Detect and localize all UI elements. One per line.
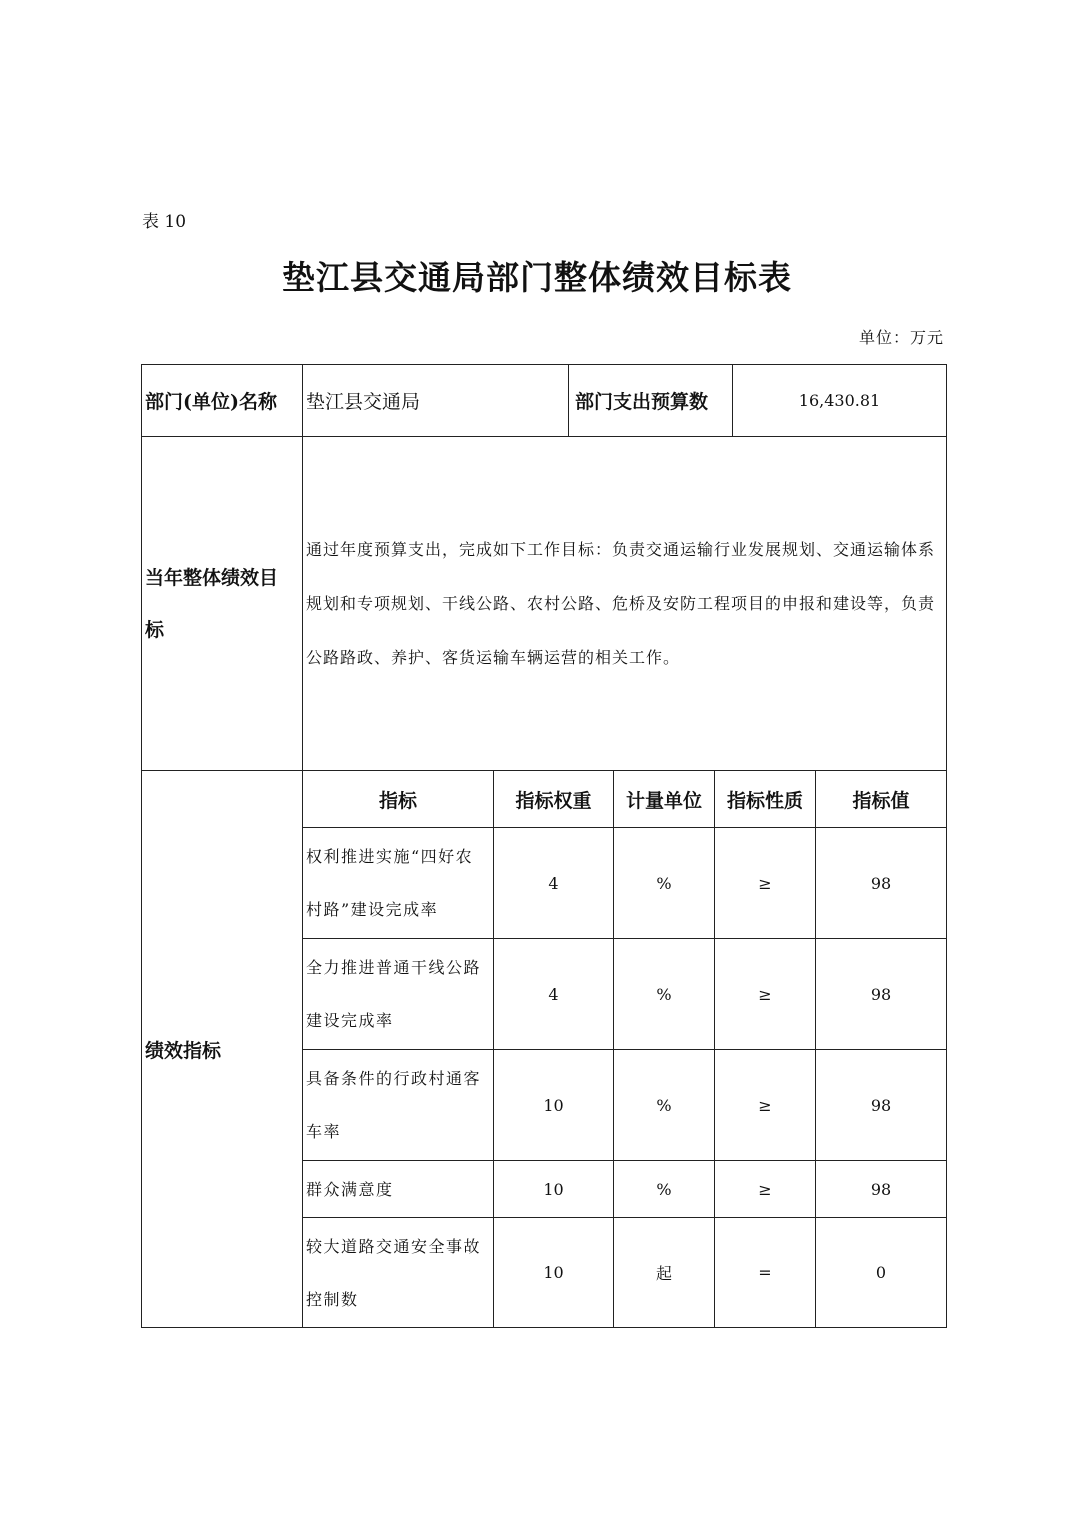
indicator-unit: % (656, 873, 672, 893)
annual-goal-label-line2: 标 (145, 618, 165, 641)
column-header-nature: 指标性质 (726, 789, 803, 812)
document-title: 垫江县交通局部门整体绩效目标表 (282, 258, 792, 297)
annual-goal-text: 通过年度预算支出，完成如下工作目标：负责交通运输行业发展规划、交通运输体系规划和专项规划、干线公路、农村公路、危桥及安防工程项目的申报和建设等，负责公路路政、养护、客货运输车辆运营的相关工作。 (306, 539, 936, 667)
indicator-name: 权利推进实施“四好农村路”建设完成率 (306, 847, 474, 919)
indicator-weight: 10 (543, 1263, 564, 1282)
column-header-unit: 计量单位 (625, 789, 702, 812)
indicator-name: 具备条件的行政村通客车率 (306, 1069, 482, 1141)
unit-label: 单位：万元 (858, 328, 944, 347)
performance-indicators-label: 绩效指标 (145, 1039, 222, 1062)
annual-goal-label (145, 437, 302, 770)
column-header-indicator: 指标 (378, 789, 417, 812)
indicator-value: 98 (870, 1095, 892, 1115)
indicator-nature: ≥ (758, 873, 772, 893)
annual-goal-label-line1: 当年整体绩效目 (145, 566, 279, 589)
indicator-value: 0 (875, 1263, 887, 1282)
department-name-value: 垫江县交通局 (306, 391, 421, 413)
indicator-weight: 4 (548, 984, 559, 1004)
indicator-weight: 10 (543, 1179, 564, 1199)
indicator-name: 群众满意度 (306, 1179, 394, 1199)
column-header-value: 指标值 (852, 789, 910, 812)
table-number: 表 10 (142, 212, 187, 232)
indicator-nature: ≥ (758, 984, 772, 1004)
indicator-unit: % (656, 1179, 672, 1199)
budget-value: 16,430.81 (798, 391, 881, 410)
indicator-name: 全力推进普通干线公路建设完成率 (306, 958, 482, 1030)
budget-label: 部门支出预算数 (575, 391, 709, 413)
column-header-weight: 指标权重 (515, 789, 592, 812)
indicator-weight: 10 (543, 1095, 564, 1115)
indicator-nature: ≥ (758, 1179, 772, 1199)
indicator-value: 98 (870, 873, 892, 893)
indicator-value: 98 (870, 1179, 892, 1199)
indicator-unit: % (656, 1095, 672, 1115)
indicator-unit: % (656, 984, 672, 1004)
indicator-unit: 起 (655, 1264, 672, 1283)
indicator-value: 98 (870, 984, 892, 1004)
department-name-label: 部门(单位)名称 (145, 391, 277, 413)
indicator-nature: = (758, 1263, 772, 1282)
indicator-nature: ≥ (758, 1095, 772, 1115)
indicator-name: 较大道路交通安全事故控制数 (306, 1236, 482, 1309)
indicator-weight: 4 (548, 873, 559, 893)
